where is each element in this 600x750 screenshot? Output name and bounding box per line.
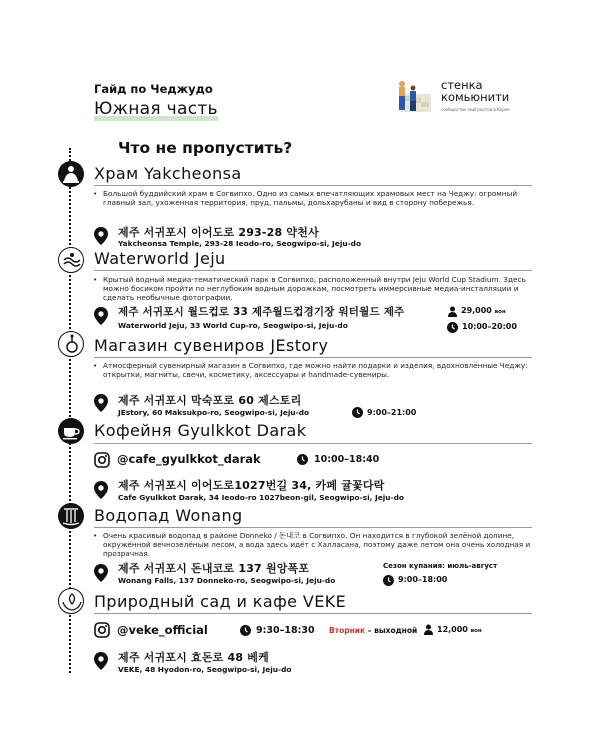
clock-icon (383, 575, 394, 586)
location-pin-icon (94, 394, 108, 412)
guide-title: Гайд по Чеджудо (94, 82, 213, 96)
title-divider (94, 270, 532, 271)
address-english: Cafe Gyulkkot Darak, 34 Ieodo-ro 1027beon-gil, Seogwipo-si, Jeju-do (118, 493, 405, 502)
place-title: Водопад Wonang (94, 506, 243, 525)
place-description: • Крытый водный медиа-тематический парк в Согвипхо, расположенный внутри Jeju World Cup Stadium. Здесь можно босиком пройти по неглубоким водным дорожкам, посмотреть иммерсивные медиа-инсталляции и сделать необычные фотографии. (94, 275, 544, 302)
opening-hours: 9:30–18:30 (256, 625, 315, 636)
community-logo-illustration (393, 76, 437, 116)
place-title: Природный сад и кафе VEKE (94, 592, 347, 611)
address-english: Yakcheonsa Temple, 293-28 Ieodo-ro, Seogwipo-si, Jeju-do (118, 239, 362, 248)
logo-name (441, 79, 509, 103)
address-english: JEstory, 60 Maksukpo-ro, Seogwipo-si, Jeju-do (118, 408, 310, 417)
instagram-icon (94, 622, 110, 638)
instagram-handle[interactable]: @cafe_gyulkkot_darak (117, 452, 261, 466)
place-description: • Очень красивый водопад в районе Donneko / 돈내코 в Согвипхо. Он находится в глубокой зелёной долине, окружённой вечнозелёным лесом, а вода здесь идёт с Халласана, поэтому даже летом она очень холодная и прозрачная. (94, 531, 544, 558)
location-pin-icon (94, 227, 108, 245)
address-english: Wonang Falls, 137 Donneko-ro, Seogwipo-si, Jeju-do (118, 576, 336, 585)
logo-line-2: комьюнити (441, 90, 510, 104)
coffee-cup-icon (58, 418, 84, 444)
place-title: Waterworld Jeju (94, 249, 226, 268)
logo-tagline: сообщество эмигрантов в Корее (441, 107, 510, 112)
person-icon (447, 306, 458, 317)
title-divider (94, 527, 532, 528)
title-divider (94, 185, 532, 186)
address-korean: 제주 서귀포시 월드컵로 33 제주월드컵경기장 워터월드 제주 (118, 306, 405, 318)
place-title: Кофейня Gyulkkot Darak (94, 421, 307, 440)
closed-label: – выходной (365, 626, 418, 635)
entry-price: 29,000 вон (461, 306, 506, 315)
hands-leaf-icon (58, 588, 84, 614)
closed-day: Вторник (329, 626, 366, 635)
guide-subtitle: Южная часть (94, 99, 218, 119)
opening-hours: 9:00–21:00 (367, 408, 417, 417)
souvenir-icon (58, 331, 84, 357)
address-korean: 제주 서귀포시 이어도로1027번길 34, 카페 귤꽃다락 (118, 479, 385, 492)
address-korean: 제주 서귀포시 이어도로 293-28 약천사 (118, 226, 319, 239)
address-korean: 제주 서귀포시 막숙포로 60 제스토리 (118, 394, 302, 407)
title-divider (94, 357, 532, 358)
instagram-icon (94, 452, 110, 468)
place-description: • Большой буддийский храм в Согвипхо. Одно из самых впечатляющих храмовых мест на Чеджу: огромный главный зал, ухоженная территория, пруд, пальмы, дольхарубаны и вид в сторону побережья. (94, 189, 544, 207)
opening-hours: 9:00–18:00 (398, 575, 448, 584)
title-divider (94, 443, 532, 444)
clock-icon (447, 322, 458, 333)
opening-hours: 10:00–18:40 (314, 454, 380, 465)
location-pin-icon (94, 307, 108, 325)
closed-day-note (329, 626, 417, 635)
address-english: VEKE, 48 Hyodon-ro, Seogwipo-si, Jeju-do (118, 665, 292, 674)
place-title: Магазин сувениров JEstory (94, 336, 329, 355)
entry-price: 12,000 вон (437, 625, 482, 634)
address-english: Waterworld Jeju, 33 World Cup-ro, Seogwipo-si, Jeju-do (118, 321, 348, 330)
logo-line-1: стенка (441, 78, 483, 92)
waterfall-icon (58, 503, 84, 529)
section-heading: Что не пропустить? (118, 139, 293, 157)
swimming-season: Сезон купания: июль-август (383, 562, 498, 570)
place-title: Храм Yakcheonsa (94, 164, 242, 183)
water-park-icon (58, 247, 84, 273)
place-description: • Атмосферный сувенирный магазин в Согвипхо, где можно найти подарки и изделия, вдохновлённые Чеджу: открытки, магниты, свечи, косметику, аксессуары и handmade-сувениры. (94, 361, 544, 379)
person-icon (423, 624, 434, 635)
buddha-icon (58, 161, 84, 187)
location-pin-icon (94, 652, 108, 670)
location-pin-icon (94, 481, 108, 499)
title-divider (94, 613, 532, 614)
clock-icon (240, 625, 251, 636)
opening-hours: 10:00–20:00 (462, 322, 517, 331)
clock-icon (352, 407, 363, 418)
clock-icon (297, 454, 308, 465)
address-korean: 제주 서귀포시 효돈로 48 베케 (118, 651, 269, 664)
instagram-handle[interactable]: @veke_official (117, 623, 208, 637)
location-pin-icon (94, 564, 108, 582)
address-korean: 제주 서귀포시 돈내코로 137 원앙폭포 (118, 562, 310, 575)
